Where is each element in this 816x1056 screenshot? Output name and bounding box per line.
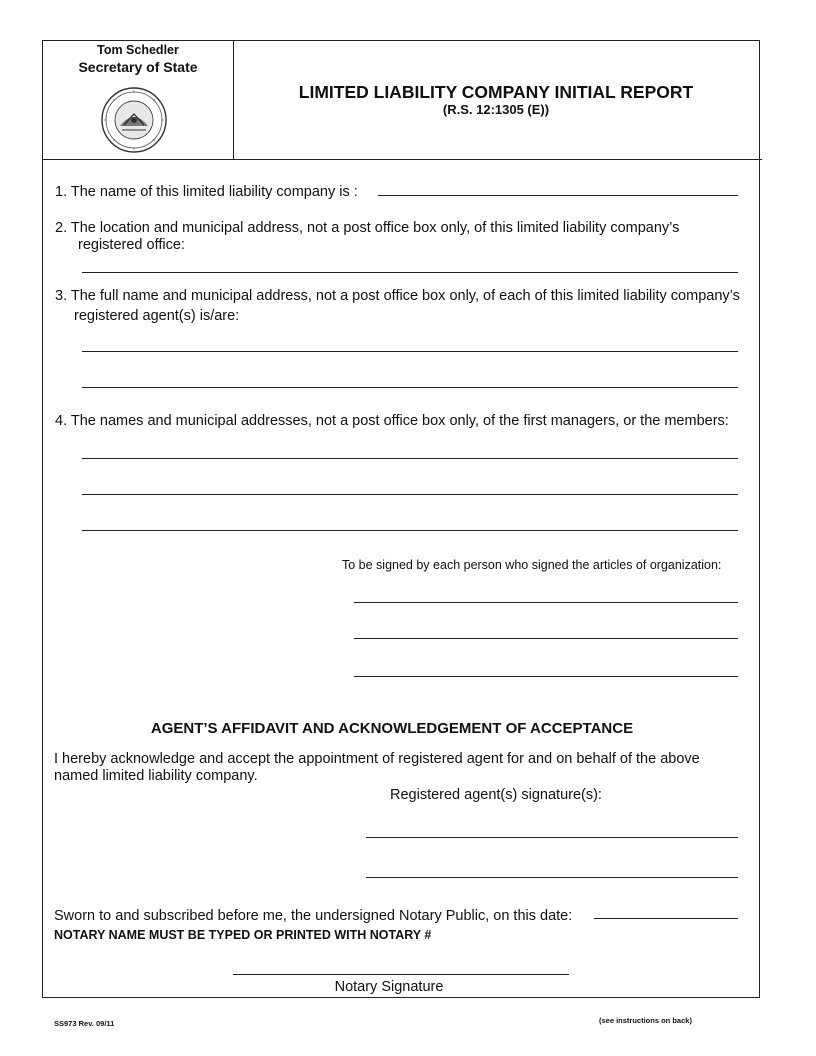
item-1-label — [55, 183, 358, 201]
header-column-divider — [233, 40, 234, 160]
item-3-label — [55, 287, 765, 305]
form-id: SS973 Rev. 09/11 — [54, 1019, 115, 1028]
registered-agent-field-1[interactable] — [82, 351, 738, 352]
item-4-label — [55, 412, 765, 430]
official-name: Tom Schedler — [97, 43, 179, 57]
notary-signature-field[interactable] — [233, 974, 569, 975]
company-name-field[interactable] — [378, 195, 738, 196]
header-divider — [42, 159, 762, 160]
item-text: The location and municipal address, not a post office box only, of this limited liability company’s — [70, 220, 680, 236]
item-number: 3. — [55, 288, 68, 304]
notary-sworn-text: Sworn to and subscribed before me, the undersigned Notary Public, on this date: — [54, 908, 573, 924]
notary-signature-label: Notary Signature — [334, 979, 444, 995]
item-2-label — [55, 219, 755, 237]
registered-office-field[interactable] — [82, 272, 738, 273]
agent-signature-label: Registered agent(s) signature(s): — [390, 787, 602, 803]
instructions-note: (see instructions on back) — [599, 1016, 692, 1025]
item-text: The names and municipal addresses, not a post office box only, of the first managers, or the members: — [70, 413, 729, 429]
item-text: The full name and municipal address, not a post office box only, of each of this limited liability company’s — [70, 288, 740, 304]
affidavit-body-line-2: named limited liability company. — [54, 768, 258, 784]
manager-field-1[interactable] — [82, 458, 738, 459]
organizer-signature-2[interactable] — [354, 638, 738, 639]
manager-field-2[interactable] — [82, 494, 738, 495]
organizer-signature-1[interactable] — [354, 602, 738, 603]
item-number: 1. — [55, 184, 68, 200]
form-statute: (R.S. 12:1305 (E)) — [442, 102, 550, 117]
item-3-label-cont: registered agent(s) is/are: — [74, 308, 240, 324]
item-2-label-cont: registered office: — [78, 237, 185, 253]
state-seal-icon — [100, 86, 168, 154]
official-title: Secretary of State — [78, 59, 198, 75]
organizer-signature-3[interactable] — [354, 676, 738, 677]
registered-agent-field-2[interactable] — [82, 387, 738, 388]
manager-field-3[interactable] — [82, 530, 738, 531]
agent-signature-field-1[interactable] — [366, 837, 738, 838]
affidavit-body-line-1: I hereby acknowledge and accept the appointment of registered agent for and on behalf of the above — [54, 751, 700, 767]
agent-signature-field-2[interactable] — [366, 877, 738, 878]
notary-instruction: NOTARY NAME MUST BE TYPED OR PRINTED WITH NOTARY # — [54, 928, 432, 942]
affidavit-heading: AGENT’S AFFIDAVIT AND ACKNOWLEDGEMENT OF ACCEPTANCE — [150, 720, 634, 737]
item-number: 2. — [55, 220, 68, 236]
item-number: 4. — [55, 413, 68, 429]
notary-date-field[interactable] — [594, 918, 738, 919]
signing-instruction: To be signed by each person who signed the articles of organization: — [342, 558, 722, 572]
form-title: LIMITED LIABILITY COMPANY INITIAL REPORT — [298, 82, 694, 102]
item-text: The name of this limited liability company is : — [70, 184, 358, 200]
